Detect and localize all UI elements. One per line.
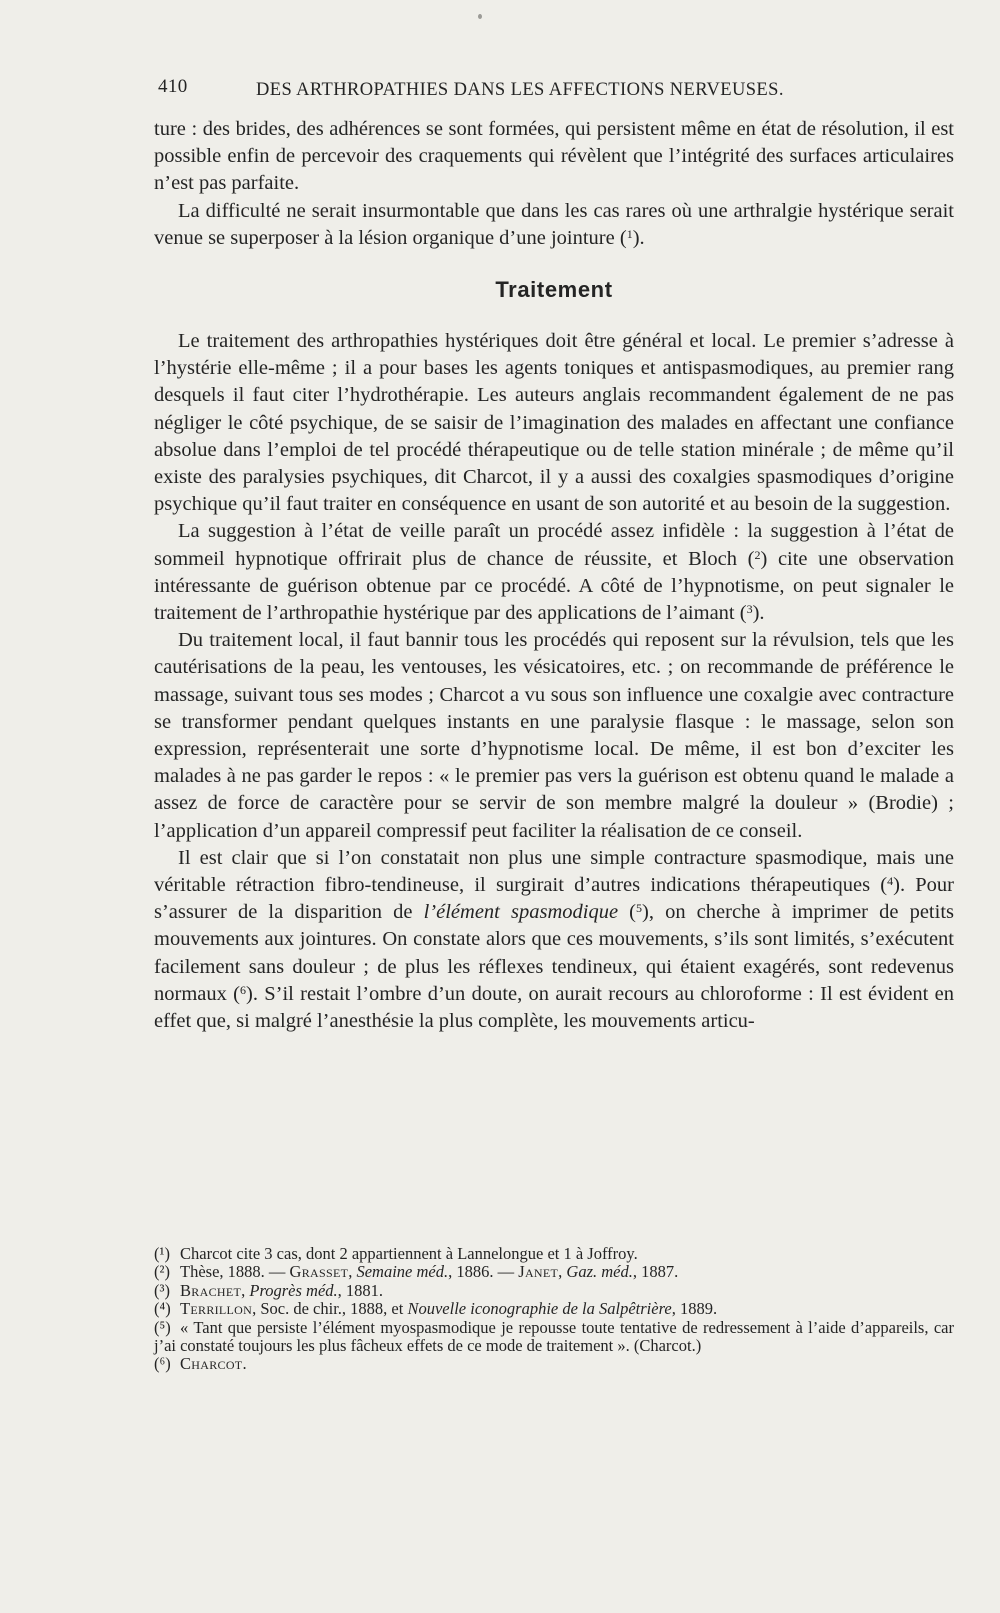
page-number: 410 [158, 76, 188, 97]
footnote-ref-5: 5 [636, 901, 642, 916]
footnote-ref-4: 4 [887, 874, 894, 889]
paragraph-general-treatment: Le traitement des arthropathies hystériques doit être général et local. Le premier s’adresse à l’hystérie elle-même ; il a pour bases les agents toniques et antispasmodiques, au premier rang desquels il faut citer l’hydrothérapie. Les auteurs anglais recommandent également de ne pas négliger le côté psychique, de se saisir de l’imagination des malades en affectant une confiance absolue dans l’emploi de tel procédé thérapeutique ou de telle station minérale ; de même qu’il existe des paralysies psychiques, dit Charcot, il y a aussi des coxalgies spasmodiques d’origine psychique qu’il faut traiter en conséquence en usant de son autorité et au besoin de la suggestion. [154, 330, 954, 516]
footnote-ref-2: 2 [754, 547, 761, 562]
footnote-ref-1: 1 [626, 226, 633, 241]
paragraph-local-treatment: Du traitement local, il faut bannir tous les procédés qui reposent sur la révulsion, tels que les cautérisations de la peau, les ventouses, les vésicatoires, etc. ; on recommande de préférence le massage, suivant tous ses modes ; Charcot a vu sous son influence une coxalgie avec contracture se transformer pendant quelques instants en une paralysie flasque : le massage, selon son expression, représenterait une sorte d’hypnotisme local. De même, il est bon d’exciter les malades à ne pas garder le repos : « le premier pas vers la guérison est obtenu quand le malade a assez de force de caractère pour se servir de son membre malgré la douleur » (Brodie) ; l’application d’un appareil compressif peut faciliter la réalisation de ce conseil. [154, 629, 954, 842]
paragraph-continuation: ture : des brides, des adhérences se sont formées, qui persistent même en état de résolution, il est possible enfin de percevoir des craquements qui révèlent que l’intégrité des surfaces articulaires n’est pas parfaite. [154, 118, 954, 195]
paragraph-suggestion: La suggestion à l’état de veille paraît un procédé assez infidèle : la suggestion à l’état de sommeil hypnotique offrirait plus de chance de réussite, et Bloch ($^2$) cite une observation intéressante de guérison obtenue par ce procédé. A côté de l’hypnotisme, on peut signaler le traitement de l’arthropathie hystérique par des applications de l’aimant ($^3$). [154, 520, 955, 625]
footnote-4: (⁴) Terrillon, Soc. de chir., 1888, et Nouvelle iconographie de la Salpêtrière, 1889. [154, 1299, 718, 1319]
footnote-5: (⁵) « Tant que persiste l’élément myospasmodique je repousse toute tentative de redressement à l’aide d’appareils, car j’ai constaté toujours les plus fâcheux effets de ce mode de traitement ». (Charcot.) [154, 1317, 954, 1356]
footnote-ref-6: 6 [240, 982, 246, 997]
footnote-3: (³) Brachet, Progrès méd., 1881. [154, 1280, 384, 1300]
page-header [158, 76, 958, 106]
paragraph-difficulty: La difficulté ne serait insurmontable que dans les cas rares où une arthralgie hystérique serait venue se superposer à la lésion organique d’une jointure ($^1$). [154, 199, 954, 249]
footnote-2: (²) Thèse, 1888. — Grasset, Semaine méd., 1886. — Janet, Gaz. méd., 1887. [154, 1262, 679, 1282]
footnote-6: (⁶) Charcot. [154, 1354, 247, 1374]
section-heading: Traitement [495, 277, 613, 303]
footnote-1: (¹) Charcot cite 3 cas, dont 2 appartiennent à Lannelongue et 1 à Joffroy. [154, 1244, 638, 1263]
running-title: DES ARTHROPATHIES DANS LES AFFECTIONS NERVEUSES. [256, 80, 784, 100]
footnotes [154, 1245, 954, 1374]
italic-term: l’élément spasmodique [423, 901, 619, 924]
paper-speck [478, 14, 482, 19]
paragraph-retraction: Il est clair que si l’on constatait non plus une simple contracture spasmodique, mais une véritable rétraction fibro-tendineuse, il surgirait d’autres indications thérapeutiques ($^4$). Pour s’assurer de la disparition de l’élément spasmodique ($^5$), on cherche à imprimer de petits mouvements aux jointures. On constate alors que ces mouvements, s’ils sont limités, s’exécutent facilement sans douleur ; de plus les réflexes tendineux, qui étaient exagérés, sont redevenus normaux ($^6$). S’il restait l’ombre d’un doute, on aurait recours au chloroforme : Il est évident en effet que, si malgré l’anesthésie la plus complète, les mouvements articu- [154, 846, 955, 1033]
footnote-ref-3: 3 [746, 602, 753, 617]
body-text [154, 116, 954, 1035]
